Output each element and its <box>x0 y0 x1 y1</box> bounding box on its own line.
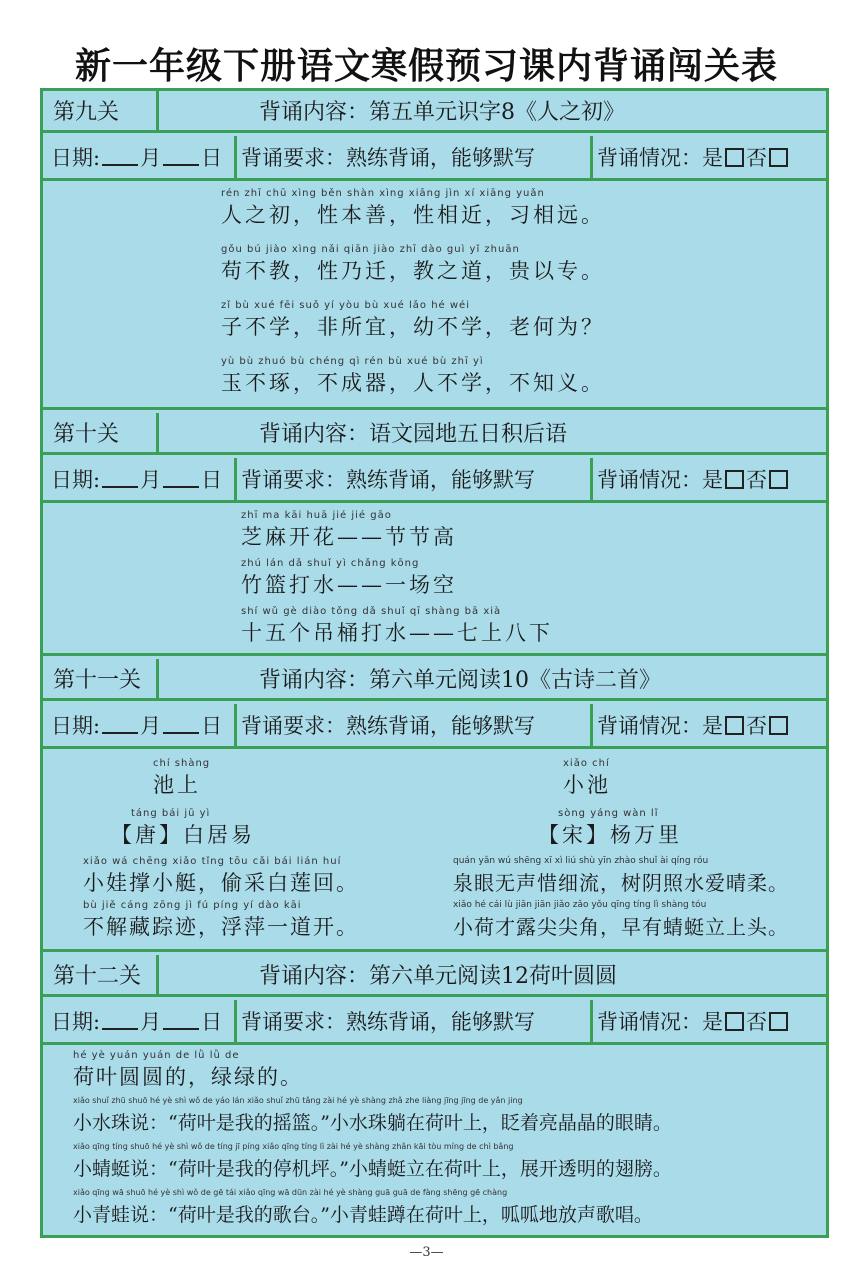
recite-content: 背诵内容：第六单元阅读12荷叶圆圆 <box>259 964 617 989</box>
verse-line: xiǎo qīng wā shuō hé yè shì wǒ de gē tái xiǎo qīng wā dūn zài hé yè shàng guā guā de fàng shēng gē chàng 小青蛙说：“荷叶是我的歌台。”小青蛙蹲在荷叶上，呱呱地放声歌唱。 <box>73 1188 653 1226</box>
month-blank[interactable] <box>102 470 138 488</box>
level-9-requirement-row <box>43 136 826 181</box>
level-name: 第九关 <box>43 91 159 130</box>
level-12-body <box>43 1048 826 1235</box>
level-11-header <box>43 659 826 701</box>
month-blank[interactable] <box>102 148 138 166</box>
date-field[interactable]: 日期: 月 日 <box>43 136 237 178</box>
verse-line: xiǎo hé cái lù jiān jiān jiǎo zǎo yǒu qīng tíng lì shàng tóu 小荷才露尖尖角，早有蜻蜓立上头。 <box>453 900 789 939</box>
requirement-text: 背诵要求：熟练背诵，能够默写 <box>237 458 593 500</box>
verse-line: xiǎo shuǐ zhū shuō hé yè shì wǒ de yáo lán xiǎo shuǐ zhū tǎng zài hé yè shàng zhǎ zhe liàng jīng jīng de yǎn jing 小水珠说：“荷叶是我的摇篮。”小水珠躺在荷叶上，眨着亮晶晶的眼睛。 <box>73 1096 672 1134</box>
verse-line: gǒu bú jiào xìng nǎi qiān jiào zhī dào guì yǐ zhuān 苟不教，性乃迁，教之道，贵以专。 <box>221 244 605 283</box>
no-checkbox[interactable] <box>769 148 788 167</box>
level-12-requirement-row <box>43 1000 826 1045</box>
date-field[interactable]: 日期: 月 日 <box>43 704 237 746</box>
verse-line: yù bù zhuó bù chéng qì rén bù xué bù zhī yì 玉不琢，不成器，人不学，不知义。 <box>221 356 605 395</box>
verse-line: zhú lán dǎ shuǐ yì chǎng kōng 竹篮打水——一场空 <box>241 558 457 597</box>
page-title: 新一年级下册语文寒假预习课内背诵闯关表 <box>74 46 778 87</box>
verse-line: bù jiě cáng zōng jì fú píng yí dào kāi 不解藏踪迹，浮萍一道开。 <box>83 900 359 939</box>
status-field: 背诵情况： 是 否 <box>593 458 826 500</box>
requirement-text: 背诵要求：熟练背诵，能够默写 <box>237 1000 593 1042</box>
verse-line: hé yè yuán yuán de lǜ lǜ de 荷叶圆圆的，绿绿的。 <box>73 1050 303 1089</box>
day-blank[interactable] <box>163 716 199 734</box>
level-name: 第十一关 <box>43 659 159 698</box>
verse-line: quán yǎn wú shēng xī xì liú shù yīn zhào shuǐ ài qíng róu 泉眼无声惜细流，树阴照水爱晴柔。 <box>453 856 789 895</box>
day-blank[interactable] <box>163 1012 199 1030</box>
requirement-text: 背诵要求：熟练背诵，能够默写 <box>237 136 593 178</box>
poem-author: sòng yáng wàn lǐ 【宋】杨万里 <box>538 808 682 847</box>
verse-line: rén zhī chū xìng běn shàn xìng xiāng jìn xí xiāng yuǎn 人之初，性本善，性相近，习相远。 <box>221 188 605 227</box>
day-blank[interactable] <box>163 470 199 488</box>
verse-line: zhī ma kāi huā jié jié gāo 芝麻开花——节节高 <box>241 510 457 549</box>
level-10-header <box>43 413 826 455</box>
month-blank[interactable] <box>102 1012 138 1030</box>
level-10-requirement-row <box>43 458 826 503</box>
level-name: 第十关 <box>43 413 159 452</box>
verse-line: xiǎo wá chēng xiǎo tǐng tōu cǎi bái lián huí 小娃撑小艇，偷采白莲回。 <box>83 856 359 895</box>
level-12-header <box>43 955 826 997</box>
level-9-header <box>43 91 826 133</box>
status-field: 背诵情况： 是 否 <box>593 1000 826 1042</box>
level-11-body <box>43 752 826 952</box>
month-blank[interactable] <box>102 716 138 734</box>
recitation-table <box>40 88 829 1238</box>
no-checkbox[interactable] <box>769 1012 788 1031</box>
level-11-requirement-row <box>43 704 826 749</box>
requirement-text: 背诵要求：熟练背诵，能够默写 <box>237 704 593 746</box>
day-blank[interactable] <box>163 148 199 166</box>
status-field: 背诵情况： 是 否 <box>593 136 826 178</box>
verse-line: zǐ bù xué fēi suǒ yí yòu bù xué lǎo hé wéi 子不学，非所宜，幼不学，老何为？ <box>221 300 605 339</box>
poem-title: xiǎo chí 小池 <box>563 758 611 797</box>
no-checkbox[interactable] <box>769 716 788 735</box>
level-name: 第十二关 <box>43 955 159 994</box>
level-9-body <box>43 184 826 410</box>
verse-line: xiǎo qīng tíng shuō hé yè shì wǒ de tíng jī píng xiǎo qīng tíng lì zài hé yè shàng zhǎn kāi tòu míng de chì bǎng 小蜻蜓说：“荷叶是我的停机坪。”小蜻蜓立在荷叶上，展开透明的翅膀。 <box>73 1142 672 1180</box>
date-field[interactable]: 日期: 月 日 <box>43 458 237 500</box>
yes-checkbox[interactable] <box>725 1012 744 1031</box>
recite-content: 背诵内容：第五单元识字8《人之初》 <box>259 100 625 125</box>
status-field: 背诵情况： 是 否 <box>593 704 826 746</box>
yes-checkbox[interactable] <box>725 148 744 167</box>
poem-author: táng bái jū yì 【唐】白居易 <box>111 808 255 847</box>
recite-content: 背诵内容：语文园地五日积后语 <box>259 422 568 447</box>
yes-checkbox[interactable] <box>725 470 744 489</box>
date-field[interactable]: 日期: 月 日 <box>43 1000 237 1042</box>
no-checkbox[interactable] <box>769 470 788 489</box>
yes-checkbox[interactable] <box>725 716 744 735</box>
poem-title: chí shàng 池上 <box>153 758 211 797</box>
level-10-body <box>43 506 826 656</box>
recite-content: 背诵内容：第六单元阅读10《古诗二首》 <box>259 668 661 693</box>
verse-line: shí wǔ gè diào tǒng dǎ shuǐ qī shàng bā xià 十五个吊桶打水——七上八下 <box>241 606 553 645</box>
page-number: —3— <box>409 1245 444 1260</box>
